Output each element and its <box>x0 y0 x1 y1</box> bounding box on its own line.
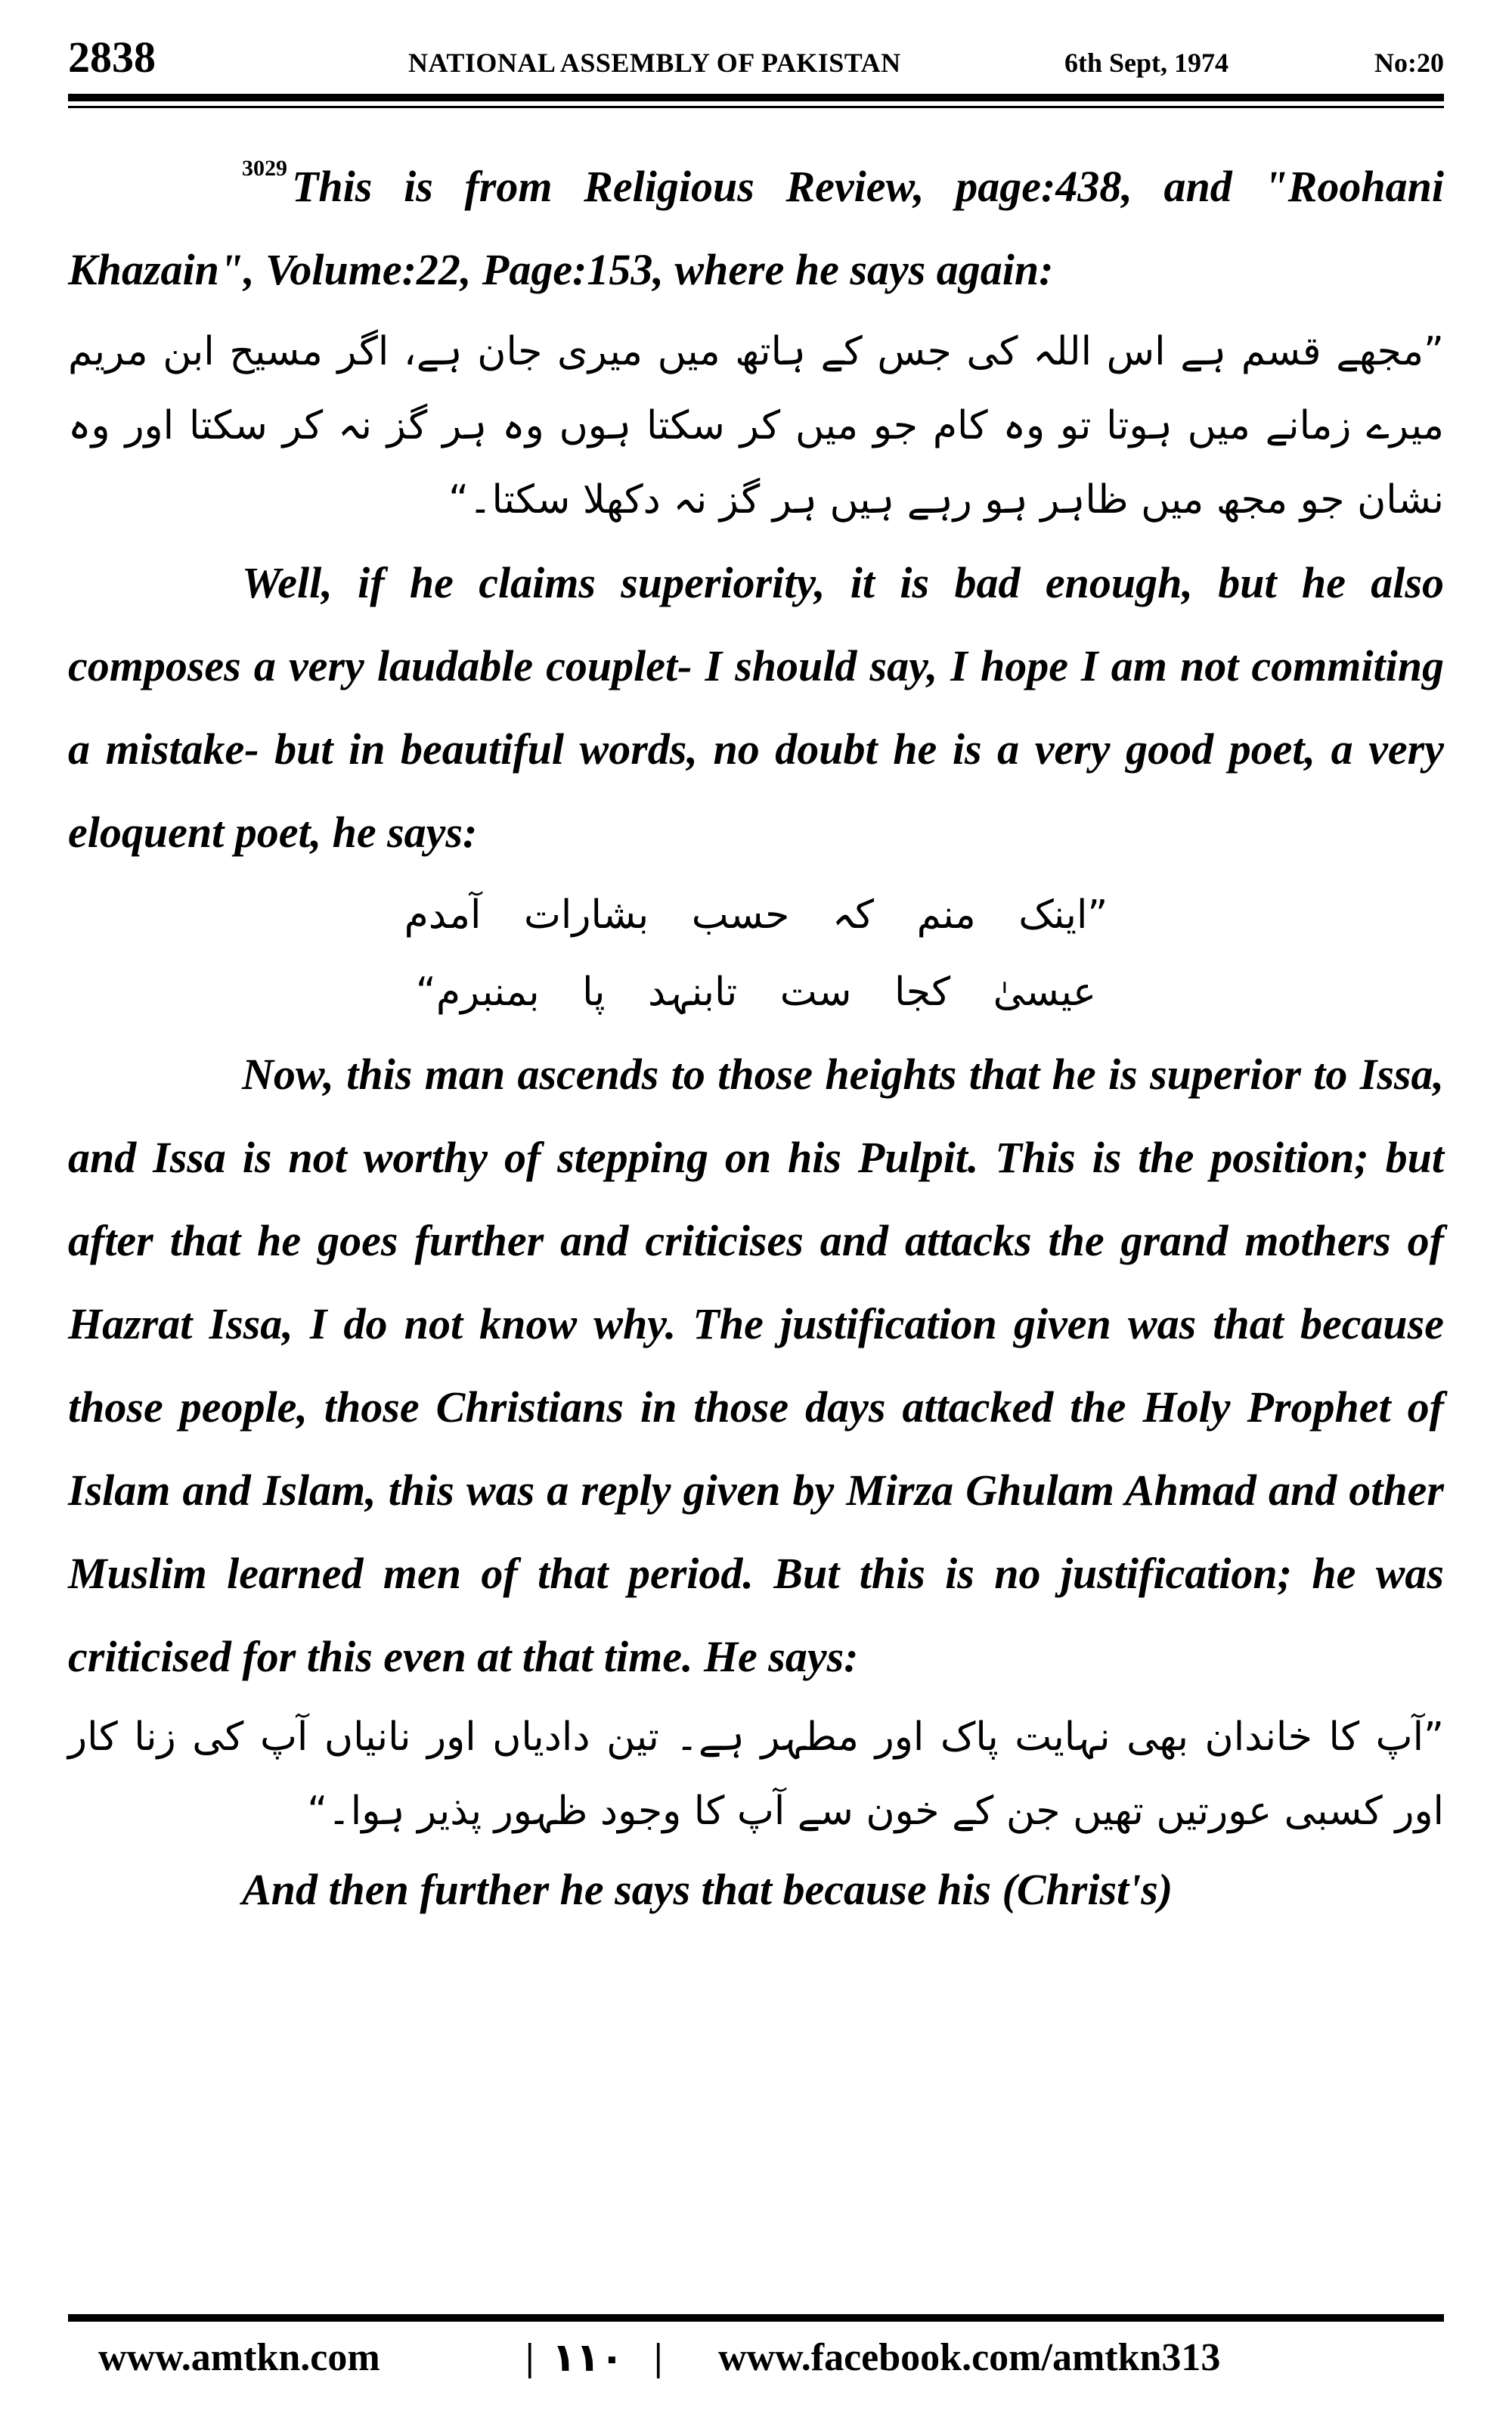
page-body <box>68 127 1444 1931</box>
footer-website-link[interactable]: www.amtkn.com <box>98 2336 380 2379</box>
page-header <box>68 30 1444 91</box>
footer-facebook-link[interactable]: www.facebook.com/amtkn313 <box>718 2336 1221 2379</box>
header-date: 6th Sept, 1974 <box>1064 48 1229 78</box>
footer-separator: | <box>525 2336 534 2379</box>
couplet-line-2: عیسیٰ کجا ست تابنہد پا بمنبرم“ <box>415 970 1097 1015</box>
header-rule-thick <box>68 94 1444 101</box>
document-page <box>68 30 1444 2390</box>
footnote-ref: 3029 <box>242 156 287 181</box>
header-issue-number: No:20 <box>1374 48 1444 78</box>
page-footer <box>68 2335 1444 2388</box>
header-title: NATIONAL ASSEMBLY OF PAKISTAN <box>408 48 901 78</box>
paragraph-4: And then further he says that because his (Christ's) <box>242 1865 1173 1914</box>
footer-rule <box>68 2314 1444 2322</box>
paragraph-1-text: This is from Religious Review, page:438, and "Roohani Khazain", Volume:22, Page:153, where he says again: <box>68 162 1444 294</box>
persian-couplet <box>68 879 1444 1028</box>
paragraph-3: Now, this man ascends to those heights that he is superior to Issa, and Issa is not worthy of stepping on his Pulpit. This is the position; but after that he goes further and criticises and attacks the grand mothers of Hazrat Issa, I do not know why. The justification given was that because those people, those Christians in those days attacked the Holy Prophet of Islam and Islam, this was a reply given by Mirza Ghulam Ahmad and other Muslim learned men of that period. But this is no justification; he was criticised for this even at that time. He says: <box>68 1050 1444 1681</box>
couplet-line-1: ”اینک منم کہ حسب بشارات آمدم <box>404 892 1108 938</box>
urdu-quote-2: ”آپ کا خاندان بھی نہایت پاک اور مطہر ہے۔ تین دادیاں اور نانیاں آپ کی زنا کار اور کسبی عورتیں تھیں جن کے خون سے آپ کا وجود ظہور پذیر ہوا۔“ <box>68 1714 1444 1834</box>
footer-separator: | <box>654 2336 663 2379</box>
urdu-quote-1: ”مجھے قسم ہے اس اللہ کی جس کے ہاتھ میں میری جان ہے، اگر مسیح ابن مریم میرے زمانے میں ہوتا تو وہ کام جو میں کر سکتا ہوں وہ ہر گز نہ کر سکتا اور وہ نشان جو مجھ میں ظاہر ہو رہے ہیں ہر گز نہ دکھلا سکتا۔“ <box>68 329 1444 523</box>
paragraph-1 <box>68 127 1444 312</box>
header-rule-thin <box>68 106 1444 108</box>
footer-page-number: ١١٠ <box>552 2335 624 2381</box>
page-number: 2838 <box>68 33 156 82</box>
paragraph-2: Well, if he claims superiority, it is bad enough, but he also composes a very laudable couplet- I should say, I hope I am not commiting a mistake- but in beautiful words, no doubt he is a very good poet, a very eloquent poet, he says: <box>68 558 1444 857</box>
